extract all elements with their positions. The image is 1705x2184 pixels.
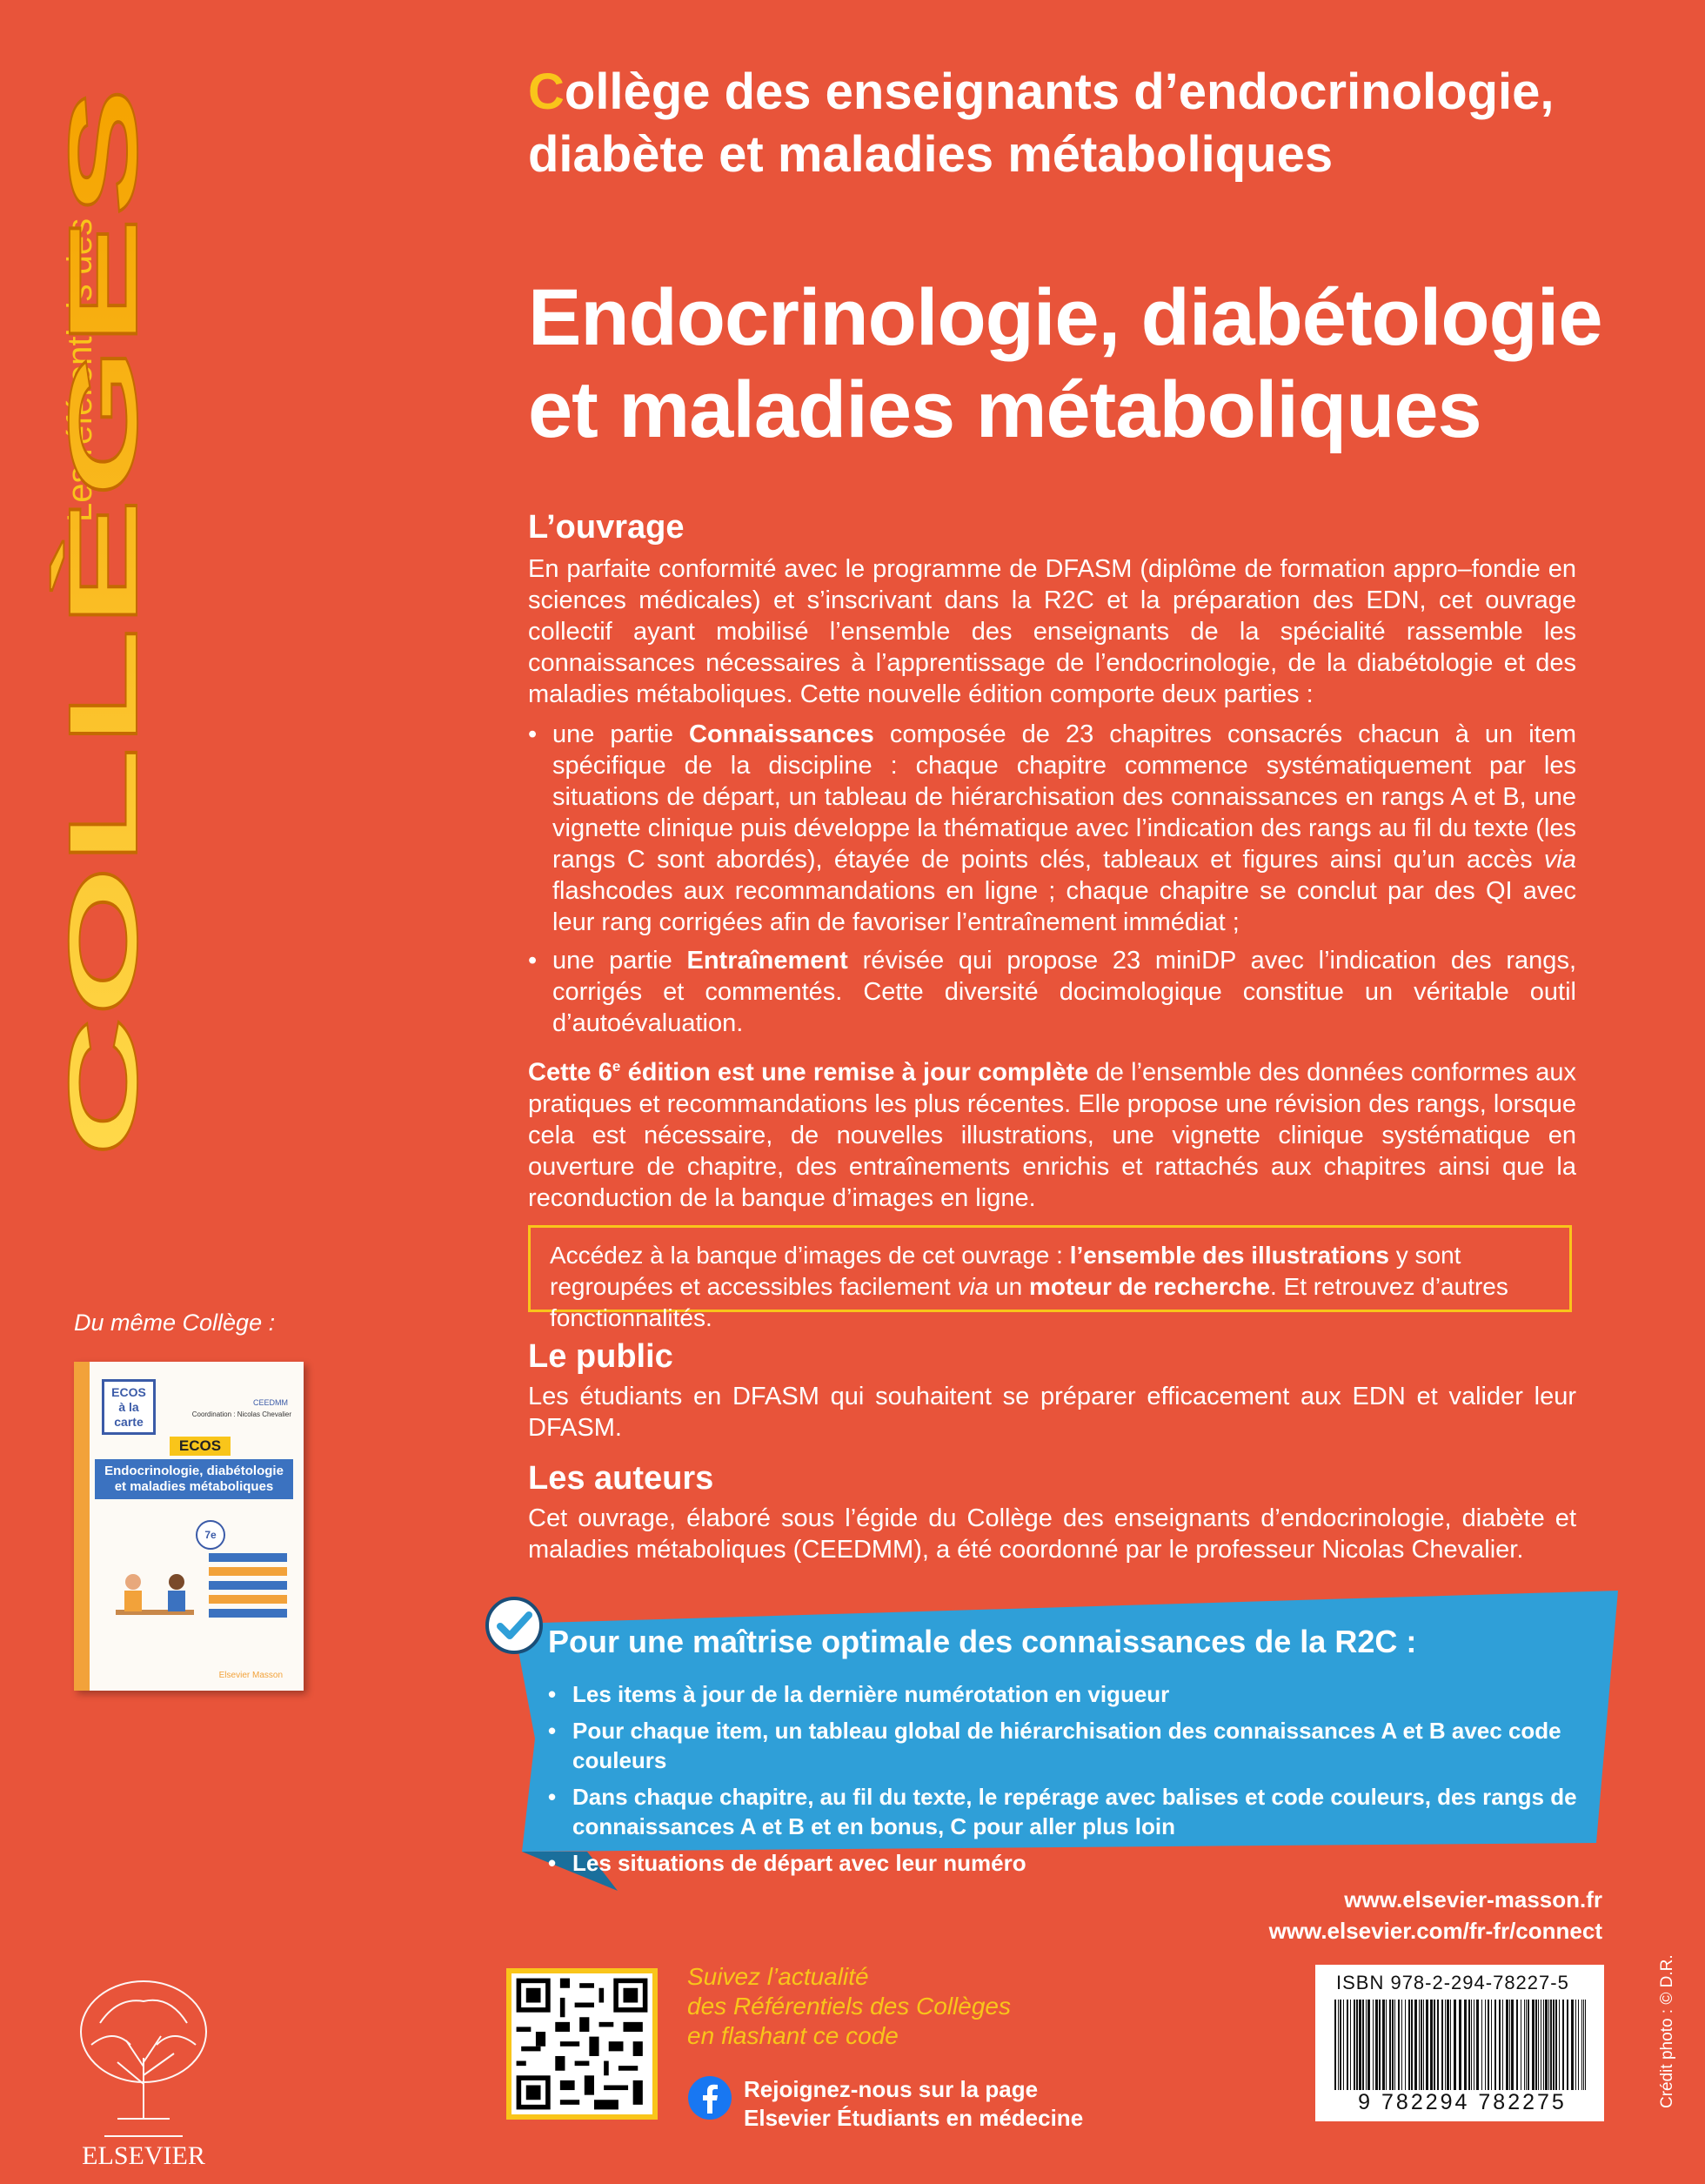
ecos-badge: ECOS à la carte <box>102 1379 156 1435</box>
url-elsevier-masson[interactable]: www.elsevier-masson.fr <box>1344 1886 1602 1913</box>
related-book-title: Endocrinologie, diabétologie et maladies métaboliques <box>95 1459 293 1499</box>
r2c-title: Pour une maîtrise optimale des connaissances de la R2C : <box>548 1624 1417 1659</box>
coordination-label: Coordination : Nicolas Chevalier <box>191 1410 291 1418</box>
svg-text:Crédit photo : © D.R.: Crédit photo : © D.R. <box>1658 1954 1676 2108</box>
same-college-label: Du même Collège : <box>74 1310 276 1336</box>
publisher-links <box>1269 1884 1602 1946</box>
college-first-letter: C <box>528 64 565 120</box>
ouvrage-section <box>528 509 1576 1214</box>
college-line2: diabète et maladies métaboliques <box>528 126 1334 183</box>
ecos-label: ECOS <box>170 1437 231 1456</box>
ouvrage-intro: En parfaite conformité avec le programme de DFASM (diplôme de formation appro–fondie en sciences médicales) et s’inscrivant dans la R2C et la préparation des EDN, cet ouvrage collectif ayant mobilisé l’ensemble des enseignants de la spécialité rassemble les connaissances nécessaires à l’apprentissage de l’endocrinologie, de la diabétologie et des maladies métaboliques. Cette nouvelle édition comporte deux parties : <box>528 555 1576 708</box>
r2c-item: • Les items à jour de la dernière numérotation en vigueur <box>548 1679 1592 1709</box>
ceedmm-label: CEEDMM <box>253 1398 288 1407</box>
public-heading: Le public <box>528 1338 673 1375</box>
qr-code[interactable] <box>506 1968 658 2120</box>
related-book-cover <box>74 1362 304 1691</box>
edition-paragraph: Cette 6e édition est une remise à jour complète de l’ensemble des données conformes aux pratiques et recommandations les plus récentes. Elle propose une révision des rangs, lorsque cela est nécessaire, de nouvelles illustrations, une vignette clinique systématique en ouverture de chapitre, des entraînements enrichis et rattachés aux chapitres ainsi que la reconduction de la banque d’images en ligne. <box>528 1058 1576 1212</box>
public-text: Les étudiants en DFASM qui souhaitent se préparer efficacement aux EDN et valider leur DFASM. <box>528 1383 1576 1442</box>
image-bank-box: Accédez à la banque d’images de cet ouvrage : l’ensemble des illustrations y sont regroupées et accessibles facilement via un moteur de recherche. Et retrouvez d’autres fonctionnalités. <box>528 1225 1572 1312</box>
photo-credit <box>1653 1936 1679 2110</box>
facebook-text[interactable]: Rejoignez-nous sur la page Elsevier Étudiants en médecine <box>744 2076 1084 2131</box>
url-elsevier-connect[interactable]: www.elsevier.com/fr-fr/connect <box>1268 1918 1602 1944</box>
ouvrage-heading: L’ouvrage <box>528 509 685 546</box>
r2c-content <box>548 1624 1592 1885</box>
bullet-connaissances: • une partie Connaissances composée de 23 chapitres consacrés chacun à un item spécifique de la discipline : chaque chapitre commence systématiquement par les situations de départ, un tableau de hiérarchisation des connaissances en rangs A et B, une vignette clinique puis développe la thématique avec l’indication des rangs au fil du texte (les rangs C sont abordés), étayée de points clés, tableaux et figures ainsi qu’un accès via flashcodes aux recommandations en ligne ; chaque chapitre se conclut par des QI avec leur rang corrigées afin de favoriser l’entraînement immédiat ; <box>528 719 1576 938</box>
bullet-entrainement: • une partie Entraînement révisée qui propose 23 miniDP avec l’indication des rangs, corrigés et commentés. Cette diversité docimologique constitue un véritable outil d’autoévaluation. <box>528 945 1576 1039</box>
auteurs-text: Cet ouvrage, élaboré sous l’égide du Collège des enseignants d’endocrinologie, diabète et maladies métaboliques (CEEDMM), a été coordonné par le professeur Nicolas Chevalier. <box>528 1504 1576 1564</box>
barcode-graphic <box>1333 2000 1590 2090</box>
book-title <box>528 271 1676 456</box>
r2c-item: • Dans chaque chapitre, au fil du texte, le repérage avec balises et code couleurs, des rangs de connaissances A et B et en bonus, C pour aller plus loin <box>548 1782 1592 1841</box>
related-book-publisher: Elsevier Masson <box>218 1671 283 1680</box>
follow-text: Suivez l’actualité des Référentiels des Collèges en flashant ce code <box>687 1963 1011 2049</box>
ouvrage-bullets <box>528 719 1576 1039</box>
r2c-list <box>548 1679 1592 1878</box>
isbn-label: ISBN 978-2-294-78227-5 <box>1336 1972 1569 1993</box>
consultation-illustration <box>107 1558 203 1645</box>
edition-badge: 7e <box>196 1520 225 1550</box>
elsevier-tree-logo <box>65 1962 222 2171</box>
elsevier-wordmark: ELSEVIER <box>82 2141 205 2170</box>
auteurs-heading: Les auteurs <box>528 1460 714 1497</box>
college-line1: ollège des enseignants d’endocrinologie, <box>564 64 1555 120</box>
series-line: Les référentiels des <box>61 218 99 522</box>
r2c-item: • Pour chaque item, un tableau global de hiérarchisation des connaissances A et B avec code couleurs <box>548 1716 1592 1775</box>
auteurs-section <box>528 1460 1576 1565</box>
isbn-barcode <box>1315 1965 1604 2121</box>
checkmark-icon <box>484 1595 545 1656</box>
title-line1: Endocrinologie, diabétologie <box>528 273 1602 362</box>
facebook-icon[interactable] <box>687 2075 732 2120</box>
series-name: COLLÈGES <box>49 620 157 1157</box>
college-name <box>528 61 1659 186</box>
public-section <box>528 1338 1576 1444</box>
title-line2: et maladies métaboliques <box>528 365 1481 454</box>
isbn-digits: 9 782294 782275 <box>1358 2090 1567 2114</box>
series-spine-logo <box>49 52 157 1166</box>
qr-code-icon <box>512 1973 652 2114</box>
r2c-item: • Les situations de départ avec leur numéro <box>548 1848 1592 1878</box>
